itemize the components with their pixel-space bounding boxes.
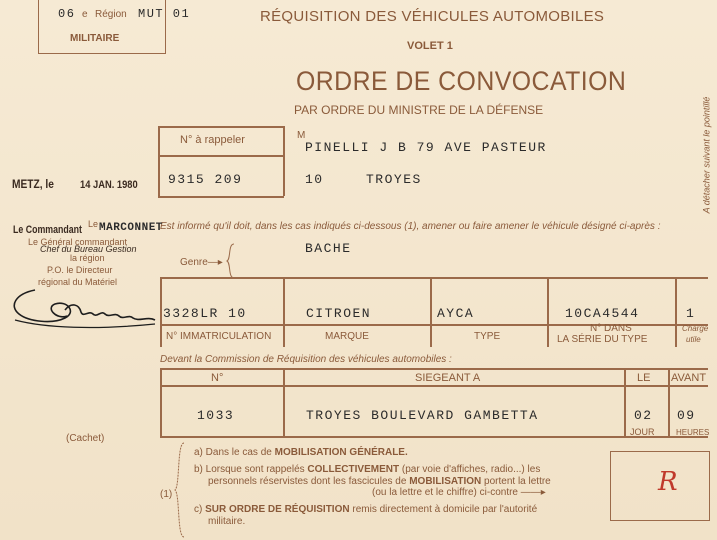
- vehicle-col5: [675, 277, 677, 347]
- arrow-right-icon: ——▸: [520, 487, 546, 498]
- recall-bottom-line: [158, 196, 284, 198]
- signature-line1-name: MARCONNET: [99, 222, 163, 234]
- condition-b-line3: (ou la lettre et le chiffre) ci-contre: [372, 487, 518, 498]
- signature-line2: Chef du Bureau Gestion: [40, 244, 137, 254]
- detach-note: A détacher suivant le pointillé: [701, 96, 712, 214]
- intro-text: [160, 220, 680, 233]
- condition-b2: [208, 476, 551, 487]
- signature-line1-prefix: Le Commandant: [13, 224, 82, 236]
- intro-text-content: Est informé qu'il doit, dans les cas indiqués ci-dessous (1), amener ou faire amener le véhicule désigné ci-après :: [160, 221, 661, 232]
- condition-b-line2-prefix: personnels réservistes dont les fascicules de: [208, 476, 407, 487]
- vehicle-col4: [547, 277, 549, 347]
- condition-c-rest: remis directement à domicile par l'autorité: [352, 504, 538, 515]
- addressee-line1: PINELLI J B 79 AVE PASTEUR: [305, 140, 547, 155]
- subtitle: PAR ORDRE DU MINISTRE DE LA DÉFENSE: [294, 103, 544, 117]
- signature-line4: P.O. le Directeur: [47, 265, 113, 275]
- signature-line3: la région: [70, 253, 105, 263]
- condition-c1: [194, 504, 537, 515]
- signature-line2-under: Le Général commandant: [28, 237, 128, 247]
- header-type: TYPE: [474, 331, 501, 342]
- brace-icon: [226, 243, 236, 279]
- header-charge-2: utile: [686, 335, 701, 344]
- vehicle-type: AYCA: [437, 306, 475, 321]
- vehicle-col1: [160, 277, 162, 347]
- condition-b-mid1: (par voie d'affiches, radio...) les: [401, 464, 541, 475]
- recall-right-line: [283, 126, 285, 196]
- condition-b-prefix: b) Lorsque sont rappelés: [194, 464, 305, 475]
- condition-a: [194, 447, 408, 458]
- vehicle-immatriculation: 3328LR 10: [163, 306, 247, 321]
- condition-c-bold: SUR ORDRE DE RÉQUISITION: [205, 504, 350, 515]
- condition-b-bold2: MOBILISATION: [409, 476, 482, 487]
- condition-b1: [194, 464, 540, 475]
- condition-c-prefix: c): [194, 504, 203, 515]
- cachet-label: (Cachet): [66, 433, 105, 444]
- date-value: 14 JAN. 1980: [80, 179, 138, 191]
- commission-bottom: [160, 436, 708, 438]
- form-title: RÉQUISITION DES VÉHICULES AUTOMOBILES: [260, 8, 605, 25]
- region-code: MUT 01: [138, 7, 191, 21]
- recall-label: N° à rappeler: [180, 134, 245, 146]
- signature-line5: régional du Matériel: [38, 277, 118, 287]
- recall-top-line: [158, 126, 284, 128]
- condition-a-bold: MOBILISATION GÉNÉRALE.: [274, 447, 408, 458]
- commission-col4: [668, 368, 670, 436]
- addressee-postcode: 10: [305, 172, 324, 187]
- condition-b3: [372, 487, 546, 498]
- handwritten-signature: [5, 280, 165, 340]
- vehicle-col3: [430, 277, 432, 347]
- header-immatriculation: N° IMMATRICULATION: [166, 331, 272, 342]
- recall-left-line: [158, 126, 160, 196]
- conditions-marker: (1): [160, 489, 173, 500]
- commission-no: 1033: [197, 408, 235, 423]
- vehicle-serie: 10CA4544: [565, 306, 640, 321]
- commission-left: [160, 368, 162, 436]
- commission-heures: HEURES: [676, 428, 710, 437]
- genre-label: [180, 257, 223, 268]
- vehicle-col2: [283, 277, 285, 347]
- main-title: ORDRE DE CONVOCATION: [296, 66, 627, 96]
- recall-mid-line: [158, 155, 284, 157]
- commission-col2: [283, 368, 285, 436]
- recall-number: 9315 209: [168, 172, 243, 187]
- commission-header-avant: AVANT: [671, 372, 707, 384]
- date-place: METZ, le: [12, 177, 54, 191]
- vehicle-marque: CITROEN: [306, 306, 372, 321]
- header-serie-1: N° DANS: [590, 323, 632, 334]
- region-suffix: e: [82, 9, 88, 20]
- letter-r: R: [658, 467, 678, 497]
- header-charge-1: Charge: [682, 324, 709, 333]
- militaire-label: MILITAIRE: [70, 33, 120, 44]
- commission-le: 02: [634, 408, 653, 423]
- m-label: M: [297, 130, 306, 141]
- commission-header-le: LE: [637, 372, 651, 384]
- volet-label: VOLET 1: [407, 40, 453, 52]
- condition-a-prefix: a) Dans le cas de: [194, 447, 272, 458]
- condition-c2: militaire.: [208, 516, 246, 527]
- arrow-right-icon: —▸: [207, 257, 223, 268]
- commission-siegeant: TROYES BOULEVARD GAMBETTA: [306, 408, 539, 423]
- commission-jour: JOUR: [630, 427, 655, 437]
- region-label: Région: [95, 9, 127, 20]
- vehicle-charge: 1: [686, 306, 696, 321]
- commission-header-no: N°: [211, 372, 224, 384]
- condition-b-bold1: COLLECTIVEMENT: [307, 464, 400, 475]
- condition-b-line2-suffix: portent la lettre: [484, 476, 551, 487]
- genre-label-text: Genre: [180, 257, 208, 268]
- vehicle-top-line: [160, 277, 708, 279]
- addressee-city: TROYES: [366, 172, 422, 187]
- header-marque: MARQUE: [325, 331, 369, 342]
- signature-line1-overprint: Le: [88, 219, 99, 229]
- commission-avant: 09: [677, 408, 696, 423]
- commission-top-line: [160, 368, 708, 370]
- header-serie-2: LA SÉRIE DU TYPE: [557, 334, 648, 345]
- commission-header-siegeant: SIEGEANT A: [415, 372, 481, 384]
- commission-text: Devant la Commission de Réquisition des véhicules automobiles :: [160, 354, 452, 365]
- conditions-brace-icon: [174, 442, 186, 538]
- commission-header-line: [160, 385, 708, 387]
- genre-value: BACHE: [305, 241, 352, 256]
- region-number: 06: [58, 7, 76, 21]
- commission-col3: [624, 368, 626, 436]
